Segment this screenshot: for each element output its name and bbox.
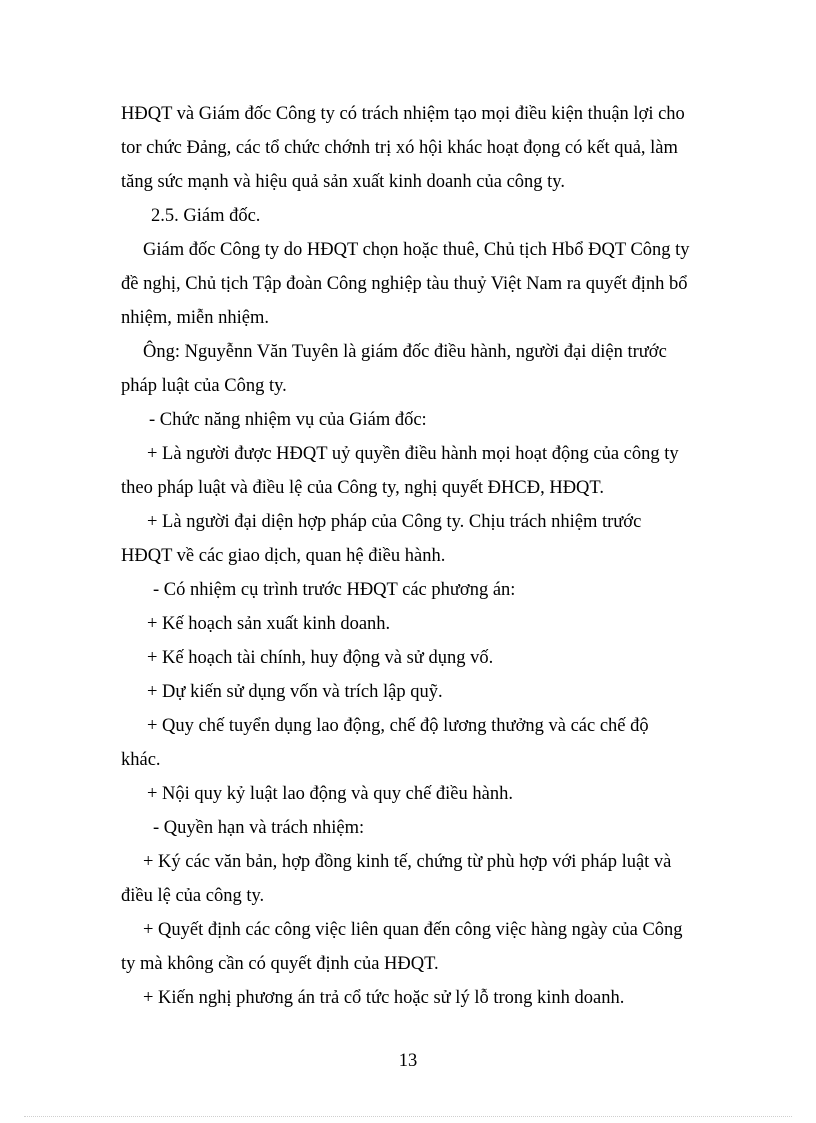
- page-bottom-divider: [24, 1116, 792, 1117]
- body-text-line: + Là người đại diện hợp pháp của Công ty. Chịu trách nhiệm trước: [147, 512, 642, 532]
- body-text-line: + Quyết định các công việc liên quan đến công việc hàng ngày của Công: [143, 920, 683, 940]
- body-text-line: Ông: Nguyễnn Văn Tuyên là giám đốc điều hành, người đại diện trước: [143, 342, 667, 362]
- body-text-line: + Kế hoạch sản xuất kinh doanh.: [147, 614, 391, 634]
- body-text-line: pháp luật của Công ty.: [121, 376, 287, 396]
- body-text-line: tor chức Đảng, các tổ chức chớnh trị xó hội khác hoạt đọng có kết quả, làm: [121, 138, 678, 158]
- body-text-line: Giám đốc Công ty do HĐQT chọn hoặc thuê, Chủ tịch Hbổ ĐQT Công ty: [143, 240, 690, 260]
- body-text-line: + Nội quy kỷ luật lao động và quy chế điều hành.: [147, 784, 513, 804]
- body-text-line: + Kế hoạch tài chính, huy động và sử dụng vố.: [147, 648, 494, 668]
- body-text-line: theo pháp luật và điều lệ của Công ty, nghị quyết ĐHCĐ, HĐQT.: [121, 478, 604, 498]
- body-text-line: - Chức năng nhiệm vụ của Giám đốc:: [149, 410, 427, 430]
- body-text-line: + Dự kiến sử dụng vốn và trích lập quỹ.: [147, 682, 443, 702]
- body-text-line: + Kiến nghị phương án trả cổ tức hoặc sử lý lỗ trong kinh doanh.: [143, 988, 625, 1008]
- body-text-line: - Có nhiệm cụ trình trước HĐQT các phương án:: [153, 580, 516, 600]
- body-text-line: khác.: [121, 750, 161, 770]
- body-text-line: ty mà không cần có quyết định của HĐQT.: [121, 954, 439, 974]
- body-text-line: nhiệm, miễn nhiệm.: [121, 308, 269, 328]
- body-text-line: + Là người được HĐQT uỷ quyền điều hành mọi hoạt động của công ty: [147, 444, 679, 464]
- body-text-line: đề nghị, Chủ tịch Tập đoàn Công nghiệp tàu thuỷ Việt Nam ra quyết định bổ: [121, 274, 688, 294]
- body-text-line: + Ký các văn bản, hợp đồng kinh tế, chứng từ phù hợp với pháp luật và: [143, 852, 672, 872]
- body-text-line: HĐQT về các giao dịch, quan hệ điều hành.: [121, 546, 446, 566]
- body-text-line: tăng sức mạnh và hiệu quả sản xuất kinh doanh của công ty.: [121, 172, 565, 192]
- body-text-line: HĐQT và Giám đốc Công ty có trách nhiệm tạo mọi điều kiện thuận lợi cho: [121, 104, 685, 124]
- body-text-line: + Quy chế tuyển dụng lao động, chế độ lương thưởng và các chế độ: [147, 716, 649, 736]
- page-number: 13: [398, 1051, 418, 1071]
- body-text-line: - Quyền hạn và trách nhiệm:: [153, 818, 365, 838]
- section-heading: 2.5. Giám đốc.: [151, 206, 261, 226]
- body-text-line: điều lệ của công ty.: [121, 886, 265, 906]
